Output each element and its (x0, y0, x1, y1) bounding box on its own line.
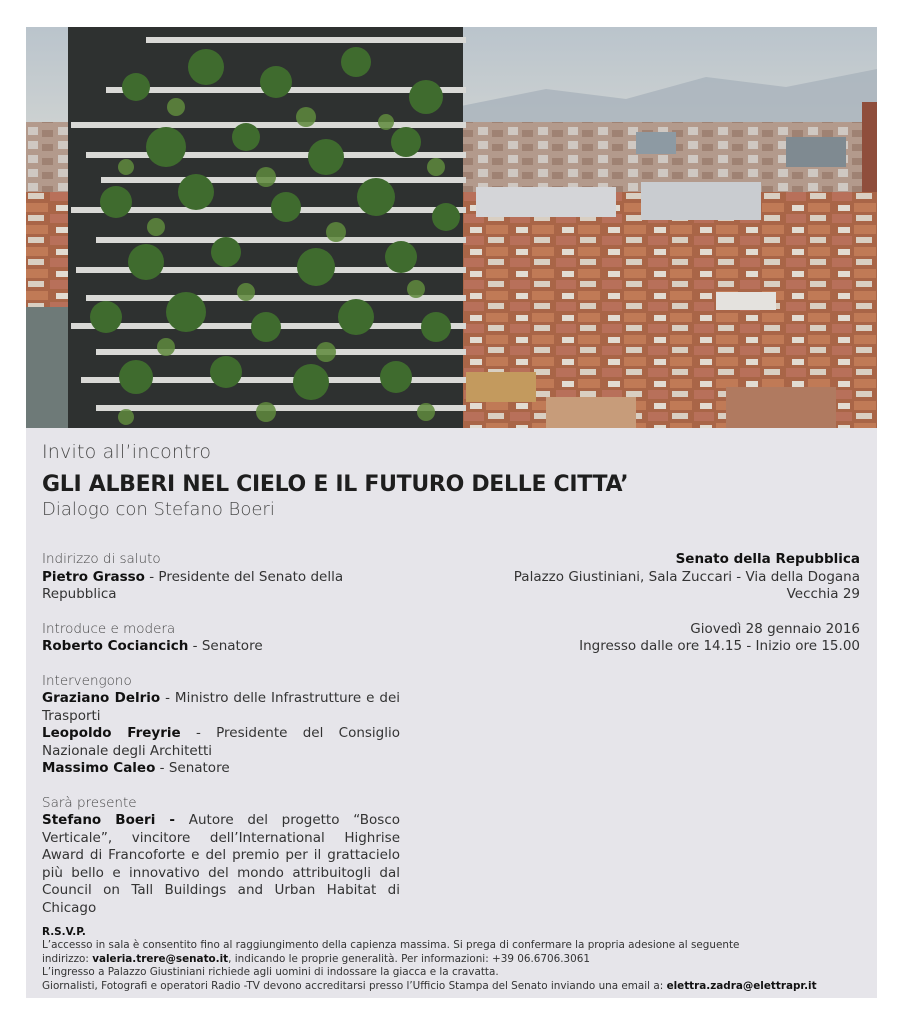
rsvp-line-2-prefix: indirizzo: (42, 952, 93, 965)
event-title: GLI ALBERI NEL CIELO E IL FUTURO DELLE CITTA’ (42, 472, 629, 497)
speaker-role: - Presidente del Consiglio Nazionale degli Architetti (42, 725, 401, 759)
speaker-role: - Senatore (155, 760, 230, 776)
rsvp-line-2 (42, 953, 862, 966)
venue-address-2: Vecchia 29 (786, 586, 860, 602)
venue-address-1: Palazzo Giustiniani, Sala Zuccari - Via della Dogana (513, 568, 860, 585)
speaker-name: Massimo Caleo (42, 760, 156, 776)
program-column (42, 551, 400, 934)
event-subtitle: Dialogo con Stefano Boeri (42, 499, 275, 520)
presente-label: Sarà presente (42, 794, 137, 811)
presente-description (42, 812, 400, 917)
speaker-item (42, 725, 400, 760)
modera-speaker (42, 638, 400, 656)
program-modera (42, 621, 400, 656)
speaker-item (42, 690, 400, 725)
bosco-verticale-illustration (26, 27, 877, 428)
rsvp-line-4-text: Giornalisti, Fotografi e operatori Radio -TV devono accreditarsi presso l’Ufficio Stampa del Senato inviando una email a: (42, 979, 667, 992)
program-saluto (42, 551, 400, 604)
invitation-label: Invito all’incontro (42, 441, 212, 463)
program-presente (42, 795, 400, 918)
rsvp-heading: R.S.V.P. (42, 926, 86, 938)
modera-role: - Senatore (188, 638, 263, 654)
intervengono-label: Intervengono (42, 672, 132, 689)
press-email-link[interactable]: elettra.zadra@elettrapr.it (666, 979, 817, 992)
speaker-name: Leopoldo Freyrie (42, 725, 181, 741)
event-hours: Ingresso dalle ore 14.15 - Inizio ore 15.00 (579, 638, 860, 654)
rsvp-line-3: L’ingresso a Palazzo Giustiniani richiede agli uomini di indossare la giacca e la cravatta. (42, 966, 499, 979)
venue-column (480, 551, 860, 656)
rsvp-email-link[interactable]: valeria.trere@senato.it (92, 952, 229, 965)
rsvp-section (42, 926, 862, 993)
speaker-name: Graziano Delrio (42, 690, 161, 706)
speaker-role: - Ministro delle Infrastrutture e dei Trasporti (42, 690, 401, 724)
rsvp-line-4 (42, 980, 862, 993)
venue-institution: Senato della Repubblica (675, 551, 860, 567)
program-intervengono (42, 673, 400, 778)
presente-name: Stefano Boeri - (42, 812, 176, 828)
speaker-item (42, 760, 400, 778)
rsvp-line-1: L’accesso in sala è consentito fino al raggiungimento della capienza massima. Si prega di confermare la propria adesione al seguente (42, 939, 740, 952)
modera-label: Introduce e modera (42, 620, 176, 637)
presente-text: Autore del progetto “Bosco Verticale”, vincitore dell’International Highrise Award di Francoforte e del premio per il grattacielo più bello e innovativo del mondo attribuitogli dal Council on Tall Buildings and Urban Habitat di Chicago (42, 812, 401, 916)
saluto-role: - Presidente del Senato della Repubblica (42, 568, 344, 602)
hero-photo (26, 27, 877, 428)
modera-name: Roberto Cociancich (42, 638, 189, 654)
rsvp-line-2-suffix: , indicando le proprie generalità. Per informazioni: +39 06.6706.3061 (228, 952, 590, 965)
saluto-name: Pietro Grasso (42, 568, 145, 585)
saluto-speaker (42, 569, 400, 604)
saluto-label: Indirizzo di saluto (42, 551, 161, 567)
invitation-card (26, 27, 877, 998)
event-date: Giovedì 28 gennaio 2016 (690, 620, 860, 637)
